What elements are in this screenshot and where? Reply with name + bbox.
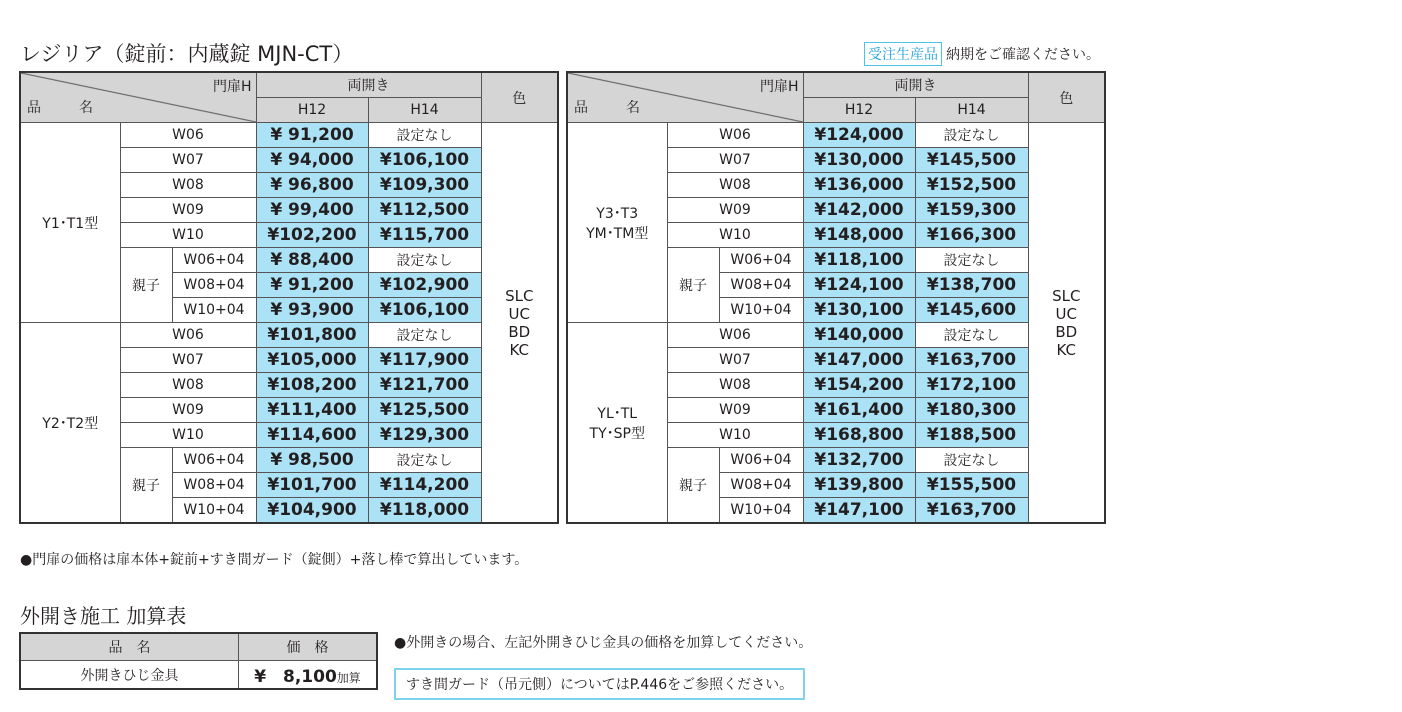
price-cell: ¥115,700 [368, 223, 481, 248]
color-options: SLC UC BD KC [481, 123, 558, 524]
price-cell: ¥ 99,400 [256, 198, 368, 223]
size-label: W08 [667, 373, 803, 398]
corner-header [20, 72, 256, 123]
price-cell: ¥130,000 [803, 148, 915, 173]
h14-header: H14 [368, 98, 481, 123]
price-table-right [566, 71, 1106, 524]
price-cell: ¥163,700 [915, 348, 1028, 373]
table-row [20, 323, 558, 348]
size-label: W06 [667, 323, 803, 348]
product-name: Y3･T3 YM･TM型 [567, 123, 667, 323]
price-cell: ¥124,100 [803, 273, 915, 298]
parent-child-label: 親子 [120, 448, 172, 524]
price-cell: ¥130,100 [803, 298, 915, 323]
double-door-header: 両開き [803, 72, 1028, 98]
not-available-cell: 設定なし [915, 323, 1028, 348]
not-available-cell: 設定なし [368, 448, 481, 473]
size-label: W09 [120, 198, 256, 223]
size-label: W06+04 [719, 448, 803, 473]
price-cell: ¥ 91,200 [256, 123, 368, 148]
not-available-cell: 設定なし [368, 248, 481, 273]
order-note-text: 納期をご確認ください。 [946, 47, 1100, 63]
size-label: W08+04 [172, 473, 256, 498]
size-label: W09 [667, 198, 803, 223]
price-cell: ¥ 88,400 [256, 248, 368, 273]
price-cell: ¥188,500 [915, 423, 1028, 448]
color-header: 色 [1028, 72, 1105, 123]
price-cell: ¥124,000 [803, 123, 915, 148]
price-cell: ¥102,200 [256, 223, 368, 248]
size-label: W10 [120, 423, 256, 448]
size-label: W07 [120, 148, 256, 173]
product-name: YL･TL TY･SP型 [567, 323, 667, 524]
size-label: W06 [667, 123, 803, 148]
addon-note: ●外開きの場合、左記外開きひじ金具の価格を加算してください。 [394, 635, 813, 651]
addon-price: ¥ 8,100 [254, 667, 337, 687]
size-label: W10+04 [719, 298, 803, 323]
color-header: 色 [481, 72, 558, 123]
table-row [567, 323, 1105, 348]
price-cell: ¥163,700 [915, 498, 1028, 524]
size-label: W07 [120, 348, 256, 373]
price-cell: ¥112,500 [368, 198, 481, 223]
addon-header-name: 品 名 [20, 633, 239, 661]
price-cell: ¥159,300 [915, 198, 1028, 223]
size-label: W09 [667, 398, 803, 423]
price-cell: ¥117,900 [368, 348, 481, 373]
price-cell: ¥152,500 [915, 173, 1028, 198]
size-label: W08 [120, 173, 256, 198]
price-cell: ¥104,900 [256, 498, 368, 524]
size-label: W08+04 [719, 473, 803, 498]
parent-child-label: 親子 [667, 248, 719, 323]
not-available-cell: 設定なし [915, 248, 1028, 273]
size-label: W08 [120, 373, 256, 398]
product-name-label: 品 名 [574, 100, 652, 116]
size-label: W08+04 [719, 273, 803, 298]
price-cell: ¥138,700 [915, 273, 1028, 298]
price-cell: ¥147,100 [803, 498, 915, 524]
addon-title: 外開き施工 加算表 [20, 604, 187, 628]
size-label: W06 [120, 123, 256, 148]
table-row [20, 123, 558, 148]
price-cell: ¥101,800 [256, 323, 368, 348]
price-cell: ¥106,100 [368, 148, 481, 173]
addon-item: 外開きひじ金具 [20, 661, 239, 690]
price-cell: ¥161,400 [803, 398, 915, 423]
price-cell: ¥125,500 [368, 398, 481, 423]
price-cell: ¥114,600 [256, 423, 368, 448]
parent-child-label: 親子 [667, 448, 719, 524]
price-table-left [19, 71, 559, 524]
price-cell: ¥172,100 [915, 373, 1028, 398]
addon-header-price: 価 格 [239, 633, 378, 661]
price-cell: ¥180,300 [915, 398, 1028, 423]
product-name: Y1･T1型 [20, 123, 120, 323]
price-cell: ¥ 93,900 [256, 298, 368, 323]
size-label: W10+04 [719, 498, 803, 524]
not-available-cell: 設定なし [915, 123, 1028, 148]
size-label: W06+04 [172, 448, 256, 473]
size-label: W06+04 [172, 248, 256, 273]
page-title: レジリア（錠前：内蔵錠 MJN-CT） [20, 42, 354, 66]
footnote: ●門扉の価格は扉本体+錠前+すき間ガード（錠側）+落し棒で算出しています。 [20, 552, 529, 568]
price-cell: ¥148,000 [803, 223, 915, 248]
price-cell: ¥166,300 [915, 223, 1028, 248]
product-name-label: 品 名 [27, 100, 105, 116]
size-label: W10 [667, 223, 803, 248]
price-cell: ¥109,300 [368, 173, 481, 198]
size-label: W08 [667, 173, 803, 198]
price-cell: ¥121,700 [368, 373, 481, 398]
not-available-cell: 設定なし [368, 123, 481, 148]
price-cell: ¥114,200 [368, 473, 481, 498]
price-cell: ¥139,800 [803, 473, 915, 498]
parent-child-label: 親子 [120, 248, 172, 323]
price-cell: ¥105,000 [256, 348, 368, 373]
made-to-order-badge: 受注生産品 [864, 42, 942, 66]
price-cell: ¥132,700 [803, 448, 915, 473]
price-cell: ¥106,100 [368, 298, 481, 323]
size-label: W07 [667, 148, 803, 173]
price-cell: ¥155,500 [915, 473, 1028, 498]
price-cell: ¥101,700 [256, 473, 368, 498]
price-cell: ¥145,600 [915, 298, 1028, 323]
gate-height-label: 門扉H [212, 79, 252, 95]
size-label: W09 [120, 398, 256, 423]
size-label: W08+04 [172, 273, 256, 298]
size-label: W10 [120, 223, 256, 248]
price-cell: ¥108,200 [256, 373, 368, 398]
price-cell: ¥ 91,200 [256, 273, 368, 298]
reference-box: すき間ガード（吊元側）についてはP.446をご参照ください。 [394, 668, 805, 700]
size-label: W06+04 [719, 248, 803, 273]
gate-height-label: 門扉H [759, 79, 799, 95]
size-label: W10+04 [172, 298, 256, 323]
addon-table [19, 632, 378, 690]
price-cell: ¥ 98,500 [256, 448, 368, 473]
not-available-cell: 設定なし [368, 323, 481, 348]
price-cell: ¥ 96,800 [256, 173, 368, 198]
h12-header: H12 [256, 98, 368, 123]
price-cell: ¥168,800 [803, 423, 915, 448]
price-cell: ¥129,300 [368, 423, 481, 448]
order-note [864, 42, 1100, 66]
table-row [567, 123, 1105, 148]
price-cell: ¥118,100 [803, 248, 915, 273]
addon-price-cell [239, 661, 378, 690]
price-cell: ¥154,200 [803, 373, 915, 398]
price-cell: ¥147,000 [803, 348, 915, 373]
corner-header [567, 72, 803, 123]
price-cell: ¥102,900 [368, 273, 481, 298]
h14-header: H14 [915, 98, 1028, 123]
size-label: W10+04 [172, 498, 256, 524]
h12-header: H12 [803, 98, 915, 123]
addon-suffix: 加算 [336, 671, 361, 685]
product-name: Y2･T2型 [20, 323, 120, 524]
size-label: W07 [667, 348, 803, 373]
not-available-cell: 設定なし [915, 448, 1028, 473]
price-cell: ¥136,000 [803, 173, 915, 198]
price-cell: ¥111,400 [256, 398, 368, 423]
price-cell: ¥ 94,000 [256, 148, 368, 173]
price-cell: ¥118,000 [368, 498, 481, 524]
price-cell: ¥142,000 [803, 198, 915, 223]
size-label: W06 [120, 323, 256, 348]
price-cell: ¥140,000 [803, 323, 915, 348]
size-label: W10 [667, 423, 803, 448]
color-options: SLC UC BD KC [1028, 123, 1105, 524]
price-cell: ¥145,500 [915, 148, 1028, 173]
double-door-header: 両開き [256, 72, 481, 98]
